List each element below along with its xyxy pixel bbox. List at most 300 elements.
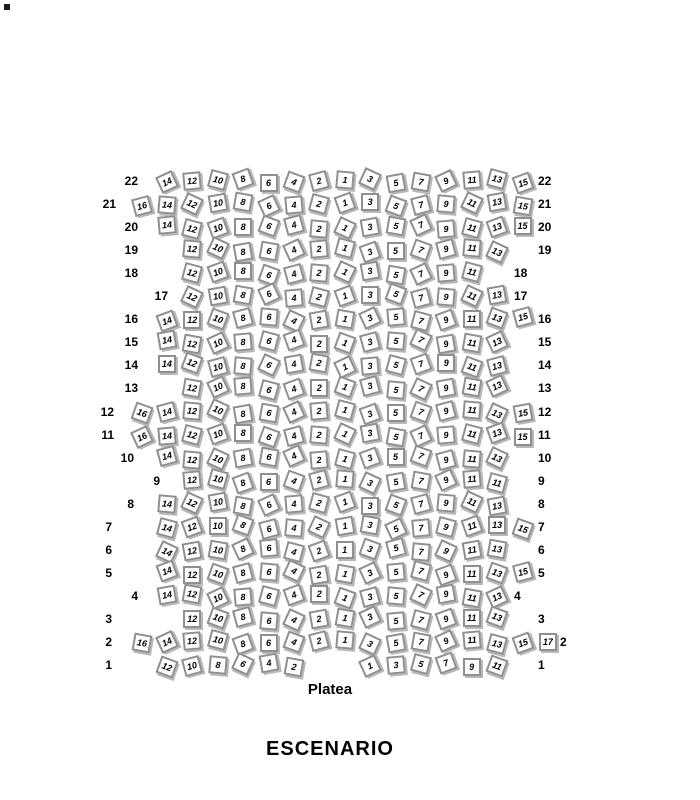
seat-row12-n11[interactable]: 11 — [462, 400, 482, 420]
seat-row16-n6[interactable]: 6 — [259, 308, 279, 328]
seat-row15-n9[interactable]: 9 — [436, 334, 457, 355]
seat-row1-n1[interactable]: 1 — [358, 654, 382, 678]
seat-row16-n9[interactable]: 9 — [435, 309, 458, 332]
seat-row3-n10[interactable]: 10 — [206, 606, 229, 629]
seat-row9-n5[interactable]: 5 — [385, 471, 406, 492]
seat-row12-n15[interactable]: 15 — [512, 402, 533, 423]
seat-row10-n8[interactable]: 8 — [233, 447, 254, 468]
seat-row19-n6[interactable]: 6 — [258, 241, 279, 262]
seat-row21-n12[interactable]: 12 — [180, 192, 204, 216]
seat-row12-n9[interactable]: 9 — [435, 399, 457, 421]
seat-row9-n12[interactable]: 12 — [183, 470, 203, 490]
seat-row3-n1[interactable]: 1 — [334, 608, 355, 629]
seat-row12-n1[interactable]: 1 — [334, 398, 356, 420]
seat-row21-n3[interactable]: 3 — [361, 193, 379, 211]
seat-row8-n9[interactable]: 9 — [437, 493, 457, 513]
seat-row7-n10[interactable]: 10 — [209, 517, 227, 535]
seat-row3-n13[interactable]: 13 — [486, 605, 509, 628]
seat-row8-n7[interactable]: 7 — [410, 493, 432, 515]
seat-row22-n9[interactable]: 9 — [434, 169, 458, 193]
seat-row17-n4[interactable]: 4 — [284, 288, 304, 308]
seat-row13-n7[interactable]: 7 — [409, 377, 433, 401]
seat-row2-n13[interactable]: 13 — [486, 633, 508, 655]
seat-row6-n4[interactable]: 4 — [283, 541, 305, 563]
seat-row1-n3[interactable]: 3 — [386, 655, 406, 675]
seat-row5-n2[interactable]: 2 — [309, 564, 330, 585]
seat-row18-n6[interactable]: 6 — [257, 264, 280, 287]
seat-row9-n3[interactable]: 3 — [358, 471, 382, 495]
seat-row16-n2[interactable]: 2 — [309, 310, 330, 331]
seat-row14-n3[interactable]: 3 — [360, 357, 380, 377]
seat-row7-n6[interactable]: 6 — [257, 518, 279, 540]
seat-row18-n5[interactable]: 5 — [385, 265, 406, 286]
seat-row11-n13[interactable]: 13 — [486, 421, 509, 444]
seat-row20-n10[interactable]: 10 — [206, 217, 229, 240]
seat-row13-n13[interactable]: 13 — [485, 374, 509, 398]
seat-row11-n7[interactable]: 7 — [409, 424, 433, 448]
seat-row8-n11[interactable]: 11 — [460, 490, 484, 514]
seat-row19-n7[interactable]: 7 — [409, 239, 432, 262]
seat-row1-n11[interactable]: 11 — [486, 655, 509, 678]
seat-row20-n13[interactable]: 13 — [486, 216, 509, 239]
seat-row16-n11[interactable]: 11 — [463, 310, 481, 328]
seat-row2-n12[interactable]: 12 — [183, 631, 203, 651]
seat-row12-n7[interactable]: 7 — [409, 400, 432, 423]
seat-row7-n14[interactable]: 14 — [156, 517, 178, 539]
seat-row13-n11[interactable]: 11 — [461, 377, 482, 398]
seat-row1-n8[interactable]: 8 — [208, 655, 228, 675]
seat-row4-n13[interactable]: 13 — [485, 585, 509, 609]
seat-row14-n9[interactable]: 9 — [437, 354, 455, 372]
seat-row22-n7[interactable]: 7 — [410, 172, 431, 193]
seat-row2-n5[interactable]: 5 — [385, 633, 406, 654]
seat-row21-n1[interactable]: 1 — [333, 192, 356, 215]
seat-row6-n3[interactable]: 3 — [359, 537, 382, 560]
seat-row5-n14[interactable]: 14 — [155, 559, 178, 582]
seat-row17-n10[interactable]: 10 — [207, 286, 228, 307]
seat-row17-n1[interactable]: 1 — [333, 285, 356, 308]
seat-row15-n8[interactable]: 8 — [233, 333, 253, 353]
seat-row13-n6[interactable]: 6 — [257, 379, 279, 401]
seat-row19-n13[interactable]: 13 — [485, 240, 509, 264]
seat-row13-n5[interactable]: 5 — [386, 381, 406, 401]
seat-row12-n13[interactable]: 13 — [485, 402, 509, 426]
seat-row18-n1[interactable]: 1 — [333, 260, 357, 284]
seat-row13-n4[interactable]: 4 — [282, 378, 305, 401]
seat-row20-n5[interactable]: 5 — [385, 216, 406, 237]
seat-row19-n2[interactable]: 2 — [310, 239, 330, 259]
seat-row20-n9[interactable]: 9 — [437, 219, 457, 239]
seat-row4-n2[interactable]: 2 — [310, 585, 328, 603]
seat-row3-n5[interactable]: 5 — [386, 611, 406, 631]
seat-row8-n1[interactable]: 1 — [333, 490, 356, 513]
seat-row2-n16[interactable]: 16 — [131, 633, 152, 654]
seat-row13-n8[interactable]: 8 — [233, 377, 253, 397]
seat-row6-n10[interactable]: 10 — [207, 539, 228, 560]
seat-row9-n10[interactable]: 10 — [207, 468, 229, 490]
seat-row15-n10[interactable]: 10 — [206, 331, 230, 355]
seat-row17-n11[interactable]: 11 — [460, 284, 484, 308]
seat-row2-n4[interactable]: 4 — [282, 630, 305, 653]
seat-row6-n5[interactable]: 5 — [384, 537, 406, 559]
seat-row13-n2[interactable]: 2 — [310, 379, 328, 397]
seat-row17-n5[interactable]: 5 — [384, 283, 407, 306]
seat-row4-n7[interactable]: 7 — [409, 583, 433, 607]
seat-row15-n4[interactable]: 4 — [282, 329, 305, 352]
seat-row5-n12[interactable]: 12 — [183, 566, 201, 584]
seat-row17-n3[interactable]: 3 — [361, 286, 379, 304]
seat-row14-n11[interactable]: 11 — [460, 356, 483, 379]
seat-row2-n6[interactable]: 6 — [260, 634, 278, 652]
seat-row14-n13[interactable]: 13 — [486, 355, 508, 377]
seat-row11-n3[interactable]: 3 — [360, 422, 381, 443]
seat-row11-n11[interactable]: 11 — [461, 423, 483, 445]
seat-row10-n11[interactable]: 11 — [462, 449, 482, 469]
seat-row11-n14[interactable]: 14 — [157, 426, 177, 446]
seat-row22-n3[interactable]: 3 — [358, 167, 382, 191]
seat-row4-n3[interactable]: 3 — [359, 586, 381, 608]
seat-row1-n12[interactable]: 12 — [155, 656, 178, 679]
seat-row5-n3[interactable]: 3 — [358, 561, 382, 585]
seat-row16-n15[interactable]: 15 — [511, 306, 533, 328]
seat-row7-n2[interactable]: 2 — [307, 515, 331, 539]
seat-row4-n10[interactable]: 10 — [206, 586, 230, 610]
seat-row14-n5[interactable]: 5 — [384, 354, 406, 376]
seat-row6-n8[interactable]: 8 — [231, 537, 255, 561]
seat-row18-n9[interactable]: 9 — [437, 263, 457, 283]
seat-row11-n5[interactable]: 5 — [385, 426, 406, 447]
seat-row20-n3[interactable]: 3 — [360, 217, 381, 238]
seat-row3-n12[interactable]: 12 — [183, 610, 201, 628]
seat-row11-n1[interactable]: 1 — [333, 422, 357, 446]
seat-row5-n11[interactable]: 11 — [463, 565, 481, 583]
seat-row20-n6[interactable]: 6 — [257, 215, 280, 238]
seat-row8-n12[interactable]: 12 — [180, 491, 204, 515]
seat-row22-n11[interactable]: 11 — [462, 170, 482, 190]
seat-row9-n2[interactable]: 2 — [308, 469, 330, 491]
seat-row6-n13[interactable]: 13 — [487, 538, 508, 559]
seat-row10-n13[interactable]: 13 — [485, 446, 509, 470]
seat-row21-n2[interactable]: 2 — [308, 193, 330, 215]
seat-row21-n7[interactable]: 7 — [410, 194, 432, 216]
seat-row16-n5[interactable]: 5 — [386, 308, 406, 328]
seat-row7-n13[interactable]: 13 — [488, 516, 506, 534]
seat-row12-n16[interactable]: 16 — [130, 401, 153, 424]
seat-row3-n4[interactable]: 4 — [282, 608, 306, 632]
seat-row15-n7[interactable]: 7 — [409, 328, 433, 352]
seat-row8-n5[interactable]: 5 — [384, 493, 407, 516]
seat-row6-n12[interactable]: 12 — [182, 540, 203, 561]
seat-row18-n4[interactable]: 4 — [283, 263, 305, 285]
seat-row21-n10[interactable]: 10 — [207, 193, 228, 214]
seat-row3-n3[interactable]: 3 — [358, 605, 382, 629]
seat-row16-n14[interactable]: 14 — [155, 310, 178, 333]
seat-row19-n11[interactable]: 11 — [462, 238, 482, 258]
seat-row1-n6[interactable]: 6 — [231, 652, 255, 676]
seat-row15-n11[interactable]: 11 — [461, 333, 482, 354]
seat-row19-n4[interactable]: 4 — [282, 238, 306, 262]
seat-row18-n8[interactable]: 8 — [234, 262, 252, 280]
seat-row14-n2[interactable]: 2 — [309, 353, 330, 374]
seat-row9-n8[interactable]: 8 — [232, 471, 255, 494]
seat-row16-n1[interactable]: 1 — [334, 309, 355, 330]
seat-row10-n10[interactable]: 10 — [206, 447, 230, 471]
seat-row21-n11[interactable]: 11 — [460, 191, 484, 215]
seat-row12-n8[interactable]: 8 — [233, 403, 254, 424]
seat-row4-n11[interactable]: 11 — [461, 587, 482, 608]
seat-row22-n2[interactable]: 2 — [308, 170, 330, 192]
seat-row2-n17[interactable]: 17 — [539, 633, 557, 651]
seat-row17-n6[interactable]: 6 — [257, 282, 281, 306]
seat-row7-n12[interactable]: 12 — [181, 515, 204, 538]
seat-row7-n11[interactable]: 11 — [460, 514, 483, 537]
seat-row16-n12[interactable]: 12 — [183, 311, 201, 329]
seat-row1-n5[interactable]: 5 — [410, 653, 432, 675]
seat-row20-n11[interactable]: 11 — [461, 217, 483, 239]
seat-row14-n6[interactable]: 6 — [257, 353, 281, 377]
seat-row2-n7[interactable]: 7 — [410, 632, 431, 653]
seat-row15-n1[interactable]: 1 — [333, 332, 356, 355]
seat-row8-n14[interactable]: 14 — [157, 494, 177, 514]
seat-row19-n10[interactable]: 10 — [206, 236, 230, 260]
seat-row4-n1[interactable]: 1 — [333, 586, 356, 609]
seat-row22-n13[interactable]: 13 — [486, 168, 508, 190]
seat-row18-n10[interactable]: 10 — [206, 261, 229, 284]
seat-row7-n9[interactable]: 9 — [435, 516, 457, 538]
seat-row15-n6[interactable]: 6 — [257, 330, 279, 352]
seat-row20-n2[interactable]: 2 — [310, 219, 330, 239]
seat-row7-n5[interactable]: 5 — [384, 517, 408, 541]
seat-row16-n8[interactable]: 8 — [232, 307, 254, 329]
seat-row14-n14[interactable]: 14 — [158, 355, 176, 373]
seat-row16-n13[interactable]: 13 — [486, 307, 509, 330]
seat-row8-n13[interactable]: 13 — [487, 495, 508, 516]
seat-row7-n8[interactable]: 8 — [232, 513, 255, 536]
seat-row14-n10[interactable]: 10 — [207, 356, 229, 378]
seat-row22-n5[interactable]: 5 — [385, 173, 406, 194]
seat-row19-n9[interactable]: 9 — [435, 238, 457, 260]
seat-row20-n14[interactable]: 14 — [157, 215, 177, 235]
seat-row15-n14[interactable]: 14 — [156, 330, 177, 351]
seat-row6-n14[interactable]: 14 — [155, 540, 179, 564]
seat-row22-n4[interactable]: 4 — [282, 170, 305, 193]
seat-row7-n15[interactable]: 15 — [511, 517, 534, 540]
seat-row5-n10[interactable]: 10 — [206, 562, 229, 585]
seat-row6-n11[interactable]: 11 — [461, 539, 482, 560]
seat-row6-n6[interactable]: 6 — [259, 538, 279, 558]
seat-row22-n8[interactable]: 8 — [232, 167, 255, 190]
seat-row5-n9[interactable]: 9 — [435, 563, 458, 586]
seat-row11-n4[interactable]: 4 — [283, 425, 305, 447]
seat-row12-n4[interactable]: 4 — [282, 400, 306, 424]
seat-row5-n1[interactable]: 1 — [334, 563, 355, 584]
seat-row10-n9[interactable]: 9 — [435, 449, 457, 471]
seat-row17-n8[interactable]: 8 — [233, 285, 254, 306]
seat-row10-n2[interactable]: 2 — [310, 450, 330, 470]
seat-row5-n7[interactable]: 7 — [410, 560, 432, 582]
seat-row12-n3[interactable]: 3 — [359, 402, 382, 425]
seat-row2-n10[interactable]: 10 — [207, 629, 229, 651]
seat-row10-n7[interactable]: 7 — [409, 444, 432, 467]
seat-row19-n12[interactable]: 12 — [183, 239, 203, 259]
seat-row7-n7[interactable]: 7 — [411, 518, 431, 538]
seat-row22-n12[interactable]: 12 — [183, 171, 203, 191]
seat-row2-n8[interactable]: 8 — [232, 632, 255, 655]
seat-row10-n6[interactable]: 6 — [258, 446, 279, 467]
seat-row14-n7[interactable]: 7 — [409, 353, 432, 376]
seat-row22-n15[interactable]: 15 — [511, 171, 534, 194]
seat-row9-n1[interactable]: 1 — [335, 469, 355, 489]
seat-row22-n6[interactable]: 6 — [260, 174, 278, 192]
seat-row11-n2[interactable]: 2 — [310, 425, 330, 445]
seat-row19-n8[interactable]: 8 — [233, 242, 254, 263]
seat-row2-n11[interactable]: 11 — [462, 630, 482, 650]
seat-row14-n1[interactable]: 1 — [333, 355, 357, 379]
seat-row3-n11[interactable]: 11 — [463, 609, 481, 627]
seat-row10-n3[interactable]: 3 — [359, 446, 382, 469]
seat-row6-n1[interactable]: 1 — [336, 541, 354, 559]
seat-row7-n3[interactable]: 3 — [360, 514, 381, 535]
seat-row5-n15[interactable]: 15 — [511, 561, 533, 583]
seat-row13-n3[interactable]: 3 — [359, 375, 381, 397]
seat-row4-n4[interactable]: 4 — [282, 583, 305, 606]
seat-row21-n8[interactable]: 8 — [233, 192, 254, 213]
seat-row8-n4[interactable]: 4 — [284, 494, 304, 514]
seat-row1-n2[interactable]: 2 — [283, 657, 304, 678]
seat-row19-n3[interactable]: 3 — [359, 241, 382, 264]
seat-row7-n1[interactable]: 1 — [334, 515, 355, 536]
seat-row3-n8[interactable]: 8 — [232, 606, 254, 628]
seat-row4-n14[interactable]: 14 — [156, 584, 177, 605]
seat-row8-n10[interactable]: 10 — [207, 491, 228, 512]
seat-row2-n9[interactable]: 9 — [434, 629, 458, 653]
seat-row22-n10[interactable]: 10 — [207, 169, 229, 191]
seat-row3-n6[interactable]: 6 — [259, 611, 279, 631]
seat-row9-n6[interactable]: 6 — [260, 473, 278, 491]
seat-row11-n8[interactable]: 8 — [234, 424, 252, 442]
seat-row14-n4[interactable]: 4 — [283, 354, 304, 375]
seat-row12-n14[interactable]: 14 — [156, 400, 178, 422]
seat-row10-n1[interactable]: 1 — [334, 448, 356, 470]
seat-row11-n15[interactable]: 15 — [514, 428, 532, 446]
seat-row9-n7[interactable]: 7 — [410, 470, 431, 491]
seat-row15-n13[interactable]: 13 — [485, 330, 509, 354]
seat-row2-n3[interactable]: 3 — [358, 632, 382, 656]
seat-row17-n2[interactable]: 2 — [308, 286, 330, 308]
seat-row4-n9[interactable]: 9 — [436, 583, 457, 604]
seat-row14-n8[interactable]: 8 — [233, 357, 253, 377]
seat-row4-n12[interactable]: 12 — [182, 583, 203, 604]
seat-row17-n13[interactable]: 13 — [487, 285, 508, 306]
seat-row2-n15[interactable]: 15 — [511, 631, 534, 654]
seat-row8-n2[interactable]: 2 — [308, 492, 330, 514]
seat-row20-n8[interactable]: 8 — [234, 218, 252, 236]
seat-row21-n5[interactable]: 5 — [384, 195, 407, 218]
seat-row5-n8[interactable]: 8 — [232, 562, 254, 584]
seat-row12-n5[interactable]: 5 — [387, 404, 405, 422]
seat-row1-n10[interactable]: 10 — [181, 655, 203, 677]
seat-row18-n7[interactable]: 7 — [409, 262, 433, 286]
seat-row13-n12[interactable]: 12 — [182, 378, 203, 399]
seat-row9-n9[interactable]: 9 — [434, 468, 458, 492]
seat-row19-n1[interactable]: 1 — [334, 237, 356, 259]
seat-row10-n5[interactable]: 5 — [387, 448, 405, 466]
seat-row11-n6[interactable]: 6 — [257, 425, 280, 448]
seat-row10-n12[interactable]: 12 — [183, 450, 203, 470]
seat-row8-n6[interactable]: 6 — [257, 493, 281, 517]
seat-row12-n2[interactable]: 2 — [310, 401, 330, 421]
seat-row14-n12[interactable]: 12 — [181, 352, 204, 375]
seat-row13-n10[interactable]: 10 — [206, 375, 230, 399]
seat-row3-n7[interactable]: 7 — [410, 609, 432, 631]
seat-row8-n8[interactable]: 8 — [233, 495, 254, 516]
seat-row18-n2[interactable]: 2 — [310, 263, 330, 283]
seat-row7-n4[interactable]: 4 — [284, 518, 304, 538]
seat-row1-n4[interactable]: 4 — [258, 653, 279, 674]
seat-row15-n2[interactable]: 2 — [310, 335, 328, 353]
seat-row12-n6[interactable]: 6 — [258, 402, 279, 423]
seat-row9-n4[interactable]: 4 — [282, 469, 305, 492]
seat-row20-n7[interactable]: 7 — [409, 213, 433, 237]
seat-row11-n12[interactable]: 12 — [181, 424, 203, 446]
seat-row10-n4[interactable]: 4 — [282, 444, 306, 468]
seat-row18-n3[interactable]: 3 — [360, 261, 381, 282]
seat-row6-n2[interactable]: 2 — [308, 539, 331, 562]
seat-row10-n14[interactable]: 14 — [156, 445, 178, 467]
seat-row13-n9[interactable]: 9 — [436, 378, 457, 399]
seat-row9-n11[interactable]: 11 — [486, 472, 508, 494]
seat-row20-n12[interactable]: 12 — [181, 218, 203, 240]
seat-row11-n16[interactable]: 16 — [130, 425, 154, 449]
seat-row12-n12[interactable]: 12 — [183, 401, 203, 421]
seat-row12-n10[interactable]: 10 — [206, 398, 230, 422]
seat-row11-n9[interactable]: 9 — [437, 425, 457, 445]
seat-row20-n1[interactable]: 1 — [333, 216, 357, 240]
seat-row4-n5[interactable]: 5 — [386, 586, 406, 606]
seat-row16-n10[interactable]: 10 — [206, 308, 229, 331]
seat-row6-n7[interactable]: 7 — [411, 542, 431, 562]
seat-row4-n8[interactable]: 8 — [233, 587, 253, 607]
seat-row18-n11[interactable]: 11 — [461, 261, 483, 283]
seat-row21-n14[interactable]: 14 — [157, 195, 177, 215]
seat-row21-n13[interactable]: 13 — [487, 192, 508, 213]
seat-row2-n2[interactable]: 2 — [308, 630, 330, 652]
seat-row21-n6[interactable]: 6 — [257, 194, 281, 218]
seat-row16-n3[interactable]: 3 — [358, 306, 382, 330]
seat-row3-n2[interactable]: 2 — [309, 609, 330, 630]
seat-row19-n5[interactable]: 5 — [387, 242, 405, 260]
seat-row1-n7[interactable]: 7 — [435, 652, 458, 675]
seat-row8-n3[interactable]: 3 — [361, 497, 379, 515]
seat-row16-n4[interactable]: 4 — [282, 309, 306, 333]
seat-row4-n6[interactable]: 6 — [257, 585, 279, 607]
seat-row20-n4[interactable]: 4 — [283, 214, 305, 236]
seat-row21-n9[interactable]: 9 — [437, 194, 457, 214]
seat-row21-n16[interactable]: 16 — [130, 195, 152, 217]
seat-row6-n9[interactable]: 9 — [434, 539, 458, 563]
seat-row22-n14[interactable]: 14 — [155, 170, 179, 194]
seat-row18-n12[interactable]: 12 — [181, 262, 203, 284]
seat-row15-n3[interactable]: 3 — [359, 331, 381, 353]
seat-row20-n15[interactable]: 15 — [514, 217, 532, 235]
seat-row21-n15[interactable]: 15 — [512, 196, 533, 217]
seat-row11-n10[interactable]: 10 — [206, 422, 229, 445]
seat-row5-n13[interactable]: 13 — [486, 561, 509, 584]
seat-row5-n6[interactable]: 6 — [259, 562, 279, 582]
seat-row9-n11[interactable]: 11 — [462, 469, 482, 489]
seat-row2-n14[interactable]: 14 — [155, 630, 179, 654]
seat-row22-n1[interactable]: 1 — [335, 170, 355, 190]
